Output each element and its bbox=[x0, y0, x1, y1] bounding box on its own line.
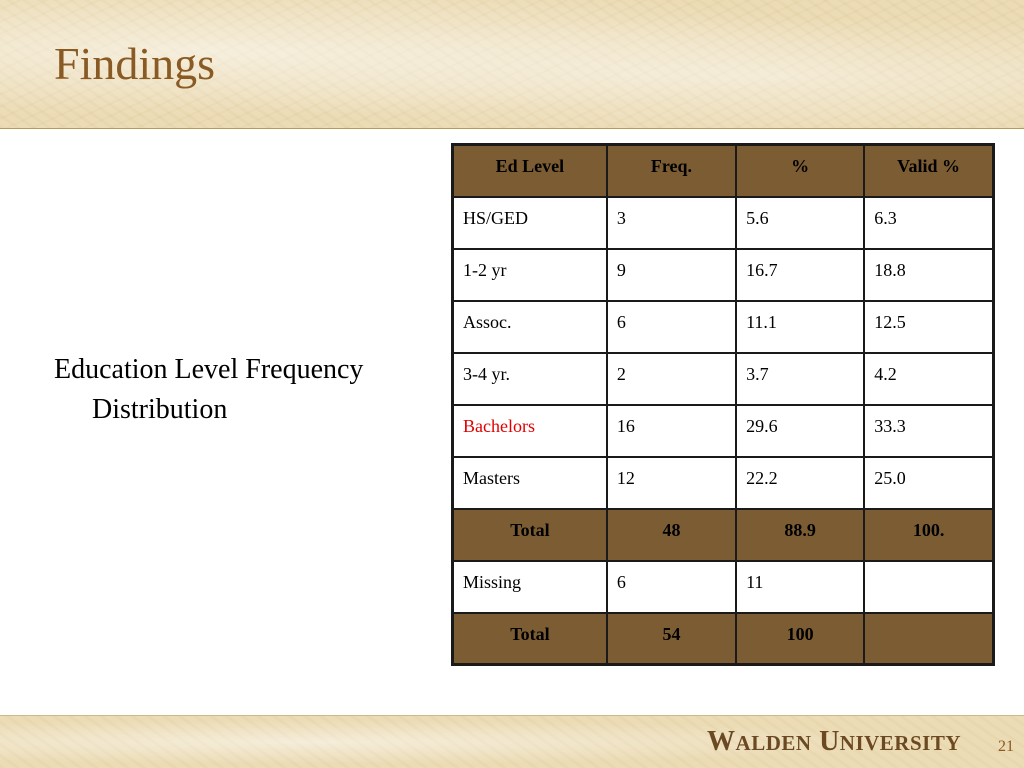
table-cell: 4.2 bbox=[864, 353, 993, 405]
table-cell: 18.8 bbox=[864, 249, 993, 301]
table-cell: 3 bbox=[607, 197, 736, 249]
table-caption: Education Level Frequency Distribution bbox=[54, 354, 364, 425]
table-cell: 100. bbox=[864, 509, 993, 561]
table-cell: 6 bbox=[607, 561, 736, 613]
table-cell: 2 bbox=[607, 353, 736, 405]
table-cell: 11 bbox=[736, 561, 864, 613]
table-cell: 3-4 yr. bbox=[453, 353, 607, 405]
table-row bbox=[453, 249, 994, 301]
missing-row bbox=[453, 561, 994, 613]
header-cell: Valid % bbox=[864, 145, 993, 197]
table-cell: 48 bbox=[607, 509, 736, 561]
table-cell: 33.3 bbox=[864, 405, 993, 457]
table-cell: 12.5 bbox=[864, 301, 993, 353]
table-cell bbox=[864, 613, 993, 665]
table-cell-highlight: Bachelors bbox=[453, 405, 607, 457]
slide-title: Findings bbox=[54, 38, 216, 89]
total-valid-row bbox=[453, 509, 994, 561]
table-cell: 22.2 bbox=[736, 457, 864, 509]
table-cell: 88.9 bbox=[736, 509, 864, 561]
table-row bbox=[453, 457, 994, 509]
table-cell: Assoc. bbox=[453, 301, 607, 353]
table-cell: Missing bbox=[453, 561, 607, 613]
table-cell: 100 bbox=[736, 613, 864, 665]
table-cell: 1-2 yr bbox=[453, 249, 607, 301]
table-cell: 54 bbox=[607, 613, 736, 665]
table-cell: 16 bbox=[607, 405, 736, 457]
footer-band bbox=[0, 715, 1024, 768]
table-cell: Masters bbox=[453, 457, 607, 509]
header-band bbox=[0, 0, 1024, 129]
table-row bbox=[453, 301, 994, 353]
grand-total-row bbox=[453, 613, 994, 665]
table-cell: 11.1 bbox=[736, 301, 864, 353]
table-cell: 3.7 bbox=[736, 353, 864, 405]
table-cell: 16.7 bbox=[736, 249, 864, 301]
table-cell: 5.6 bbox=[736, 197, 864, 249]
table-cell: 6.3 bbox=[864, 197, 993, 249]
table-cell: Total bbox=[453, 613, 607, 665]
table-cell: Total bbox=[453, 509, 607, 561]
table-row bbox=[453, 353, 994, 405]
frequency-table bbox=[451, 143, 995, 666]
table-cell: 12 bbox=[607, 457, 736, 509]
page-number: 21 bbox=[998, 738, 1014, 755]
table-header-row bbox=[453, 145, 994, 197]
header-cell: Freq. bbox=[607, 145, 736, 197]
table-cell: 25.0 bbox=[864, 457, 993, 509]
table-cell: 29.6 bbox=[736, 405, 864, 457]
table-row-highlight bbox=[453, 405, 994, 457]
walden-university-logo: WALDEN UNIVERSITY bbox=[707, 726, 961, 757]
header-cell: Ed Level bbox=[453, 145, 607, 197]
table-cell: 9 bbox=[607, 249, 736, 301]
table-cell bbox=[864, 561, 993, 613]
table-cell: HS/GED bbox=[453, 197, 607, 249]
table-row bbox=[453, 197, 994, 249]
table-cell: 6 bbox=[607, 301, 736, 353]
header-cell: % bbox=[736, 145, 864, 197]
